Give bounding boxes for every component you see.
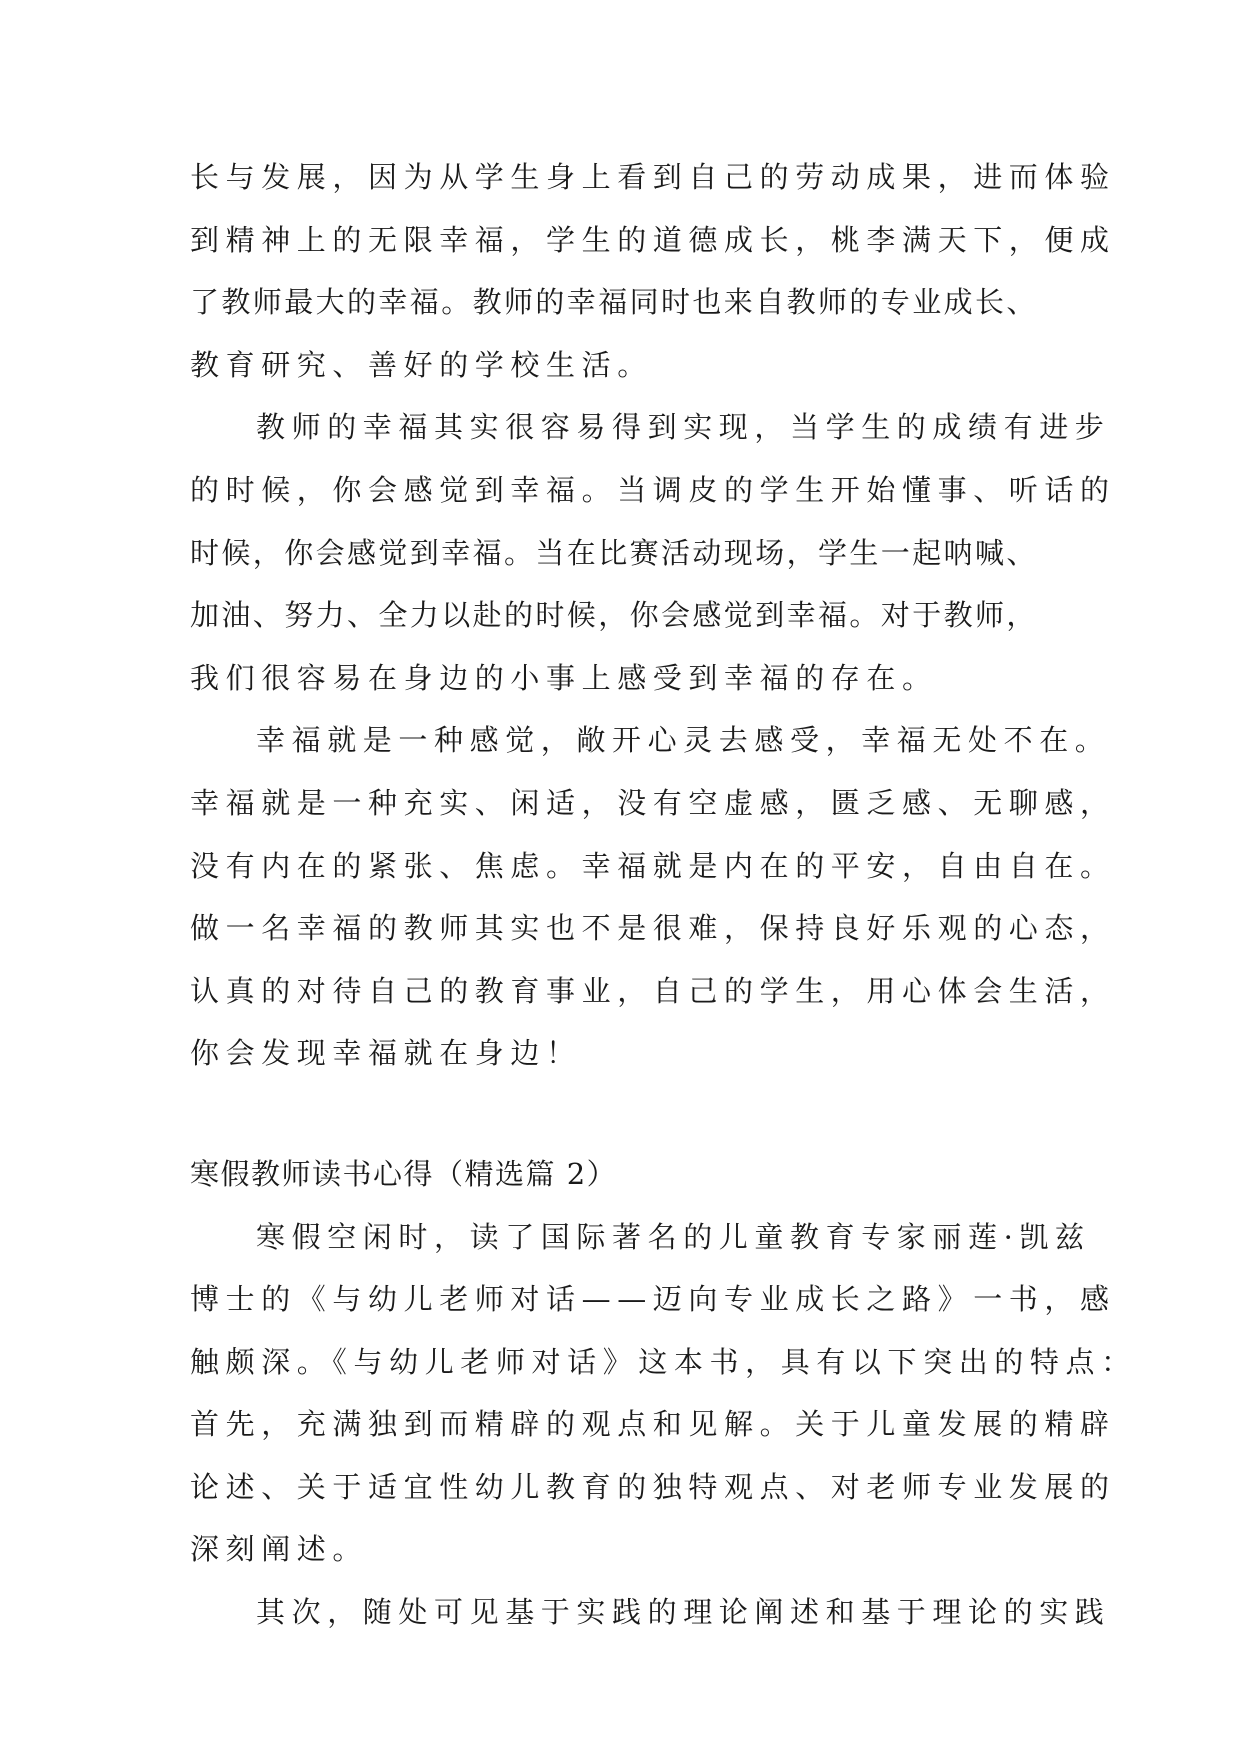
text-line: 做一名幸福的教师其实也不是很难，保持良好乐观的心态， xyxy=(190,911,1116,946)
paragraph xyxy=(190,1595,1111,1658)
text-line: 触颇深。《与幼儿老师对话》这本书，具有以下突出的特点： xyxy=(190,1344,1137,1379)
document-page xyxy=(190,160,1137,1658)
text-line: 认真的对待自己的教育事业，自己的学生，用心体会生活， xyxy=(190,973,1116,1008)
text-line: 教师的幸福其实很容易得到实现，当学生的成绩有进步 xyxy=(256,410,1111,445)
text-line: 加油、努力、全力以赴的时候，你会感觉到幸福。对于教师， xyxy=(190,598,1038,633)
text-line: 的时候，你会感觉到幸福。当调皮的学生开始懂事、听话的 xyxy=(190,472,1116,507)
paragraph xyxy=(190,160,1116,410)
text-line: 博士的《与幼儿老师对话——迈向专业成长之路》一书，感 xyxy=(190,1282,1116,1317)
text-line: 幸福就是一种感觉，敞开心灵去感受，幸福无处不在。 xyxy=(256,723,1111,758)
text-line: 长与发展，因为从学生身上看到自己的劳动成果，进而体验 xyxy=(190,160,1116,194)
paragraph xyxy=(190,1219,1137,1596)
text-line: 到精神上的无限幸福，学生的道德成长，桃李满天下，便成 xyxy=(190,222,1116,257)
text-line: 论述、关于适宜性幼儿教育的独特观点、对老师专业发展的 xyxy=(190,1469,1116,1504)
text-line: 教育研究、善好的学校生活。 xyxy=(190,347,653,382)
text-line: 时候，你会感觉到幸福。当在比赛活动现场，学生一起呐喊、 xyxy=(190,535,1038,570)
text-line: 深刻阐述。 xyxy=(190,1532,369,1567)
text-line: 我们很容易在身边的小事上感受到幸福的存在。 xyxy=(190,660,938,695)
paragraph xyxy=(190,410,1116,723)
text-line: 幸福就是一种充实、闲适，没有空虚感，匮乏感、无聊感， xyxy=(190,785,1116,820)
text-line: 其次，随处可见基于实践的理论阐述和基于理论的实践 xyxy=(256,1595,1111,1630)
text-line: 了教师最大的幸福。教师的幸福同时也来自教师的专业成长、 xyxy=(190,285,1038,320)
text-line: 你会发现幸福就在身边！ xyxy=(190,1036,582,1071)
section-heading: 寒假教师读书心得（精选篇 2） xyxy=(190,1156,618,1191)
text-line: 首先，充满独到而精辟的观点和见解。关于儿童发展的精辟 xyxy=(190,1407,1116,1442)
text-line: 寒假空闲时，读了国际著名的儿童教育专家丽莲·凯兹 xyxy=(256,1219,1091,1254)
text-line: 没有内在的紧张、焦虑。幸福就是内在的平安，自由自在。 xyxy=(190,848,1116,883)
paragraph xyxy=(190,723,1116,1099)
